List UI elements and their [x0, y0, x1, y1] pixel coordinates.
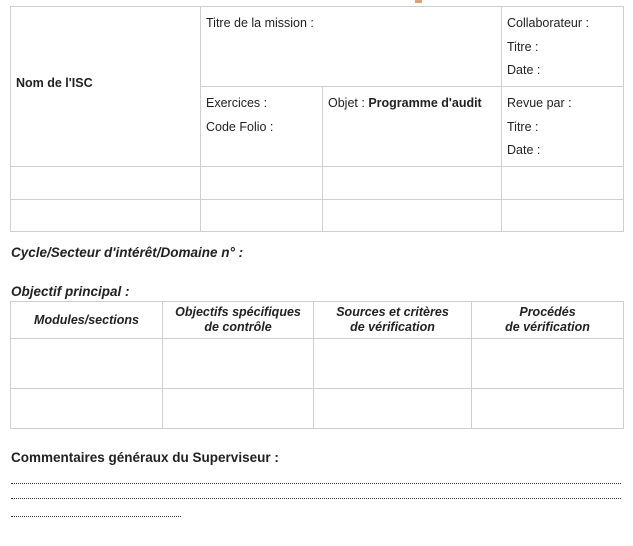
collaborateur-date-label: Date :	[507, 63, 541, 77]
column-header-line: de vérification	[505, 320, 590, 334]
objet-cell[interactable]	[323, 87, 502, 167]
isc-name-cell	[11, 7, 201, 167]
revue-date-label: Date :	[507, 143, 541, 157]
column-header-line: de contrôle	[204, 320, 272, 334]
collaborateur-label: Collaborateur :	[507, 16, 589, 30]
objectif-label: Objectif principal :	[11, 284, 130, 299]
empty-cell[interactable]	[11, 389, 163, 429]
empty-cell[interactable]	[11, 167, 201, 200]
empty-cell[interactable]	[472, 339, 624, 389]
empty-cell[interactable]	[11, 200, 201, 232]
modules-table	[10, 301, 624, 429]
mission-title-cell[interactable]	[201, 7, 502, 87]
dotted-line[interactable]	[11, 498, 621, 499]
empty-cell[interactable]	[314, 339, 472, 389]
exercices-label: Exercices :	[206, 96, 268, 110]
column-header-line: Modules/sections	[34, 312, 139, 327]
column-header-procedes	[472, 302, 624, 339]
dotted-line[interactable]	[11, 483, 621, 484]
table-row	[11, 339, 624, 389]
empty-cell[interactable]	[472, 389, 624, 429]
exercices-cell[interactable]	[201, 87, 323, 167]
column-header-line: Objectifs spécifiques	[175, 305, 301, 319]
empty-cell[interactable]	[502, 200, 624, 232]
column-header-line: de vérification	[350, 320, 435, 334]
objet-label: Objet :	[328, 96, 365, 110]
empty-cell[interactable]	[163, 339, 314, 389]
mission-title-label: Titre de la mission :	[206, 16, 314, 30]
column-header-modules	[11, 302, 163, 339]
empty-cell[interactable]	[201, 200, 323, 232]
revue-titre-label: Titre :	[507, 119, 539, 134]
header-table	[10, 6, 624, 232]
cycle-label: Cycle/Secteur d'intérêt/Domaine n° :	[11, 245, 244, 260]
column-header-line: Procédés	[519, 305, 576, 319]
revue-label: Revue par :	[507, 96, 572, 110]
revue-cell[interactable]	[502, 87, 624, 167]
empty-cell[interactable]	[201, 167, 323, 200]
header-empty-row	[11, 167, 624, 200]
dotted-line[interactable]	[11, 516, 181, 517]
empty-cell[interactable]	[11, 339, 163, 389]
column-header-line: Sources et critères	[336, 305, 449, 319]
modules-header-row	[11, 302, 624, 339]
column-header-objectifs	[163, 302, 314, 339]
empty-cell[interactable]	[323, 167, 502, 200]
comments-title: Commentaires généraux du Superviseur :	[11, 450, 279, 465]
code-folio-label: Code Folio :	[206, 119, 274, 134]
empty-cell[interactable]	[163, 389, 314, 429]
collaborateur-titre-label: Titre :	[507, 39, 539, 54]
empty-cell[interactable]	[323, 200, 502, 232]
collaborateur-cell[interactable]	[502, 7, 624, 87]
objet-value: Programme d'audit	[368, 96, 482, 110]
column-header-sources	[314, 302, 472, 339]
top-accent-fragment	[415, 0, 422, 3]
isc-name-label: Nom de l'ISC	[16, 75, 93, 90]
header-empty-row	[11, 200, 624, 232]
empty-cell[interactable]	[502, 167, 624, 200]
table-row	[11, 389, 624, 429]
empty-cell[interactable]	[314, 389, 472, 429]
